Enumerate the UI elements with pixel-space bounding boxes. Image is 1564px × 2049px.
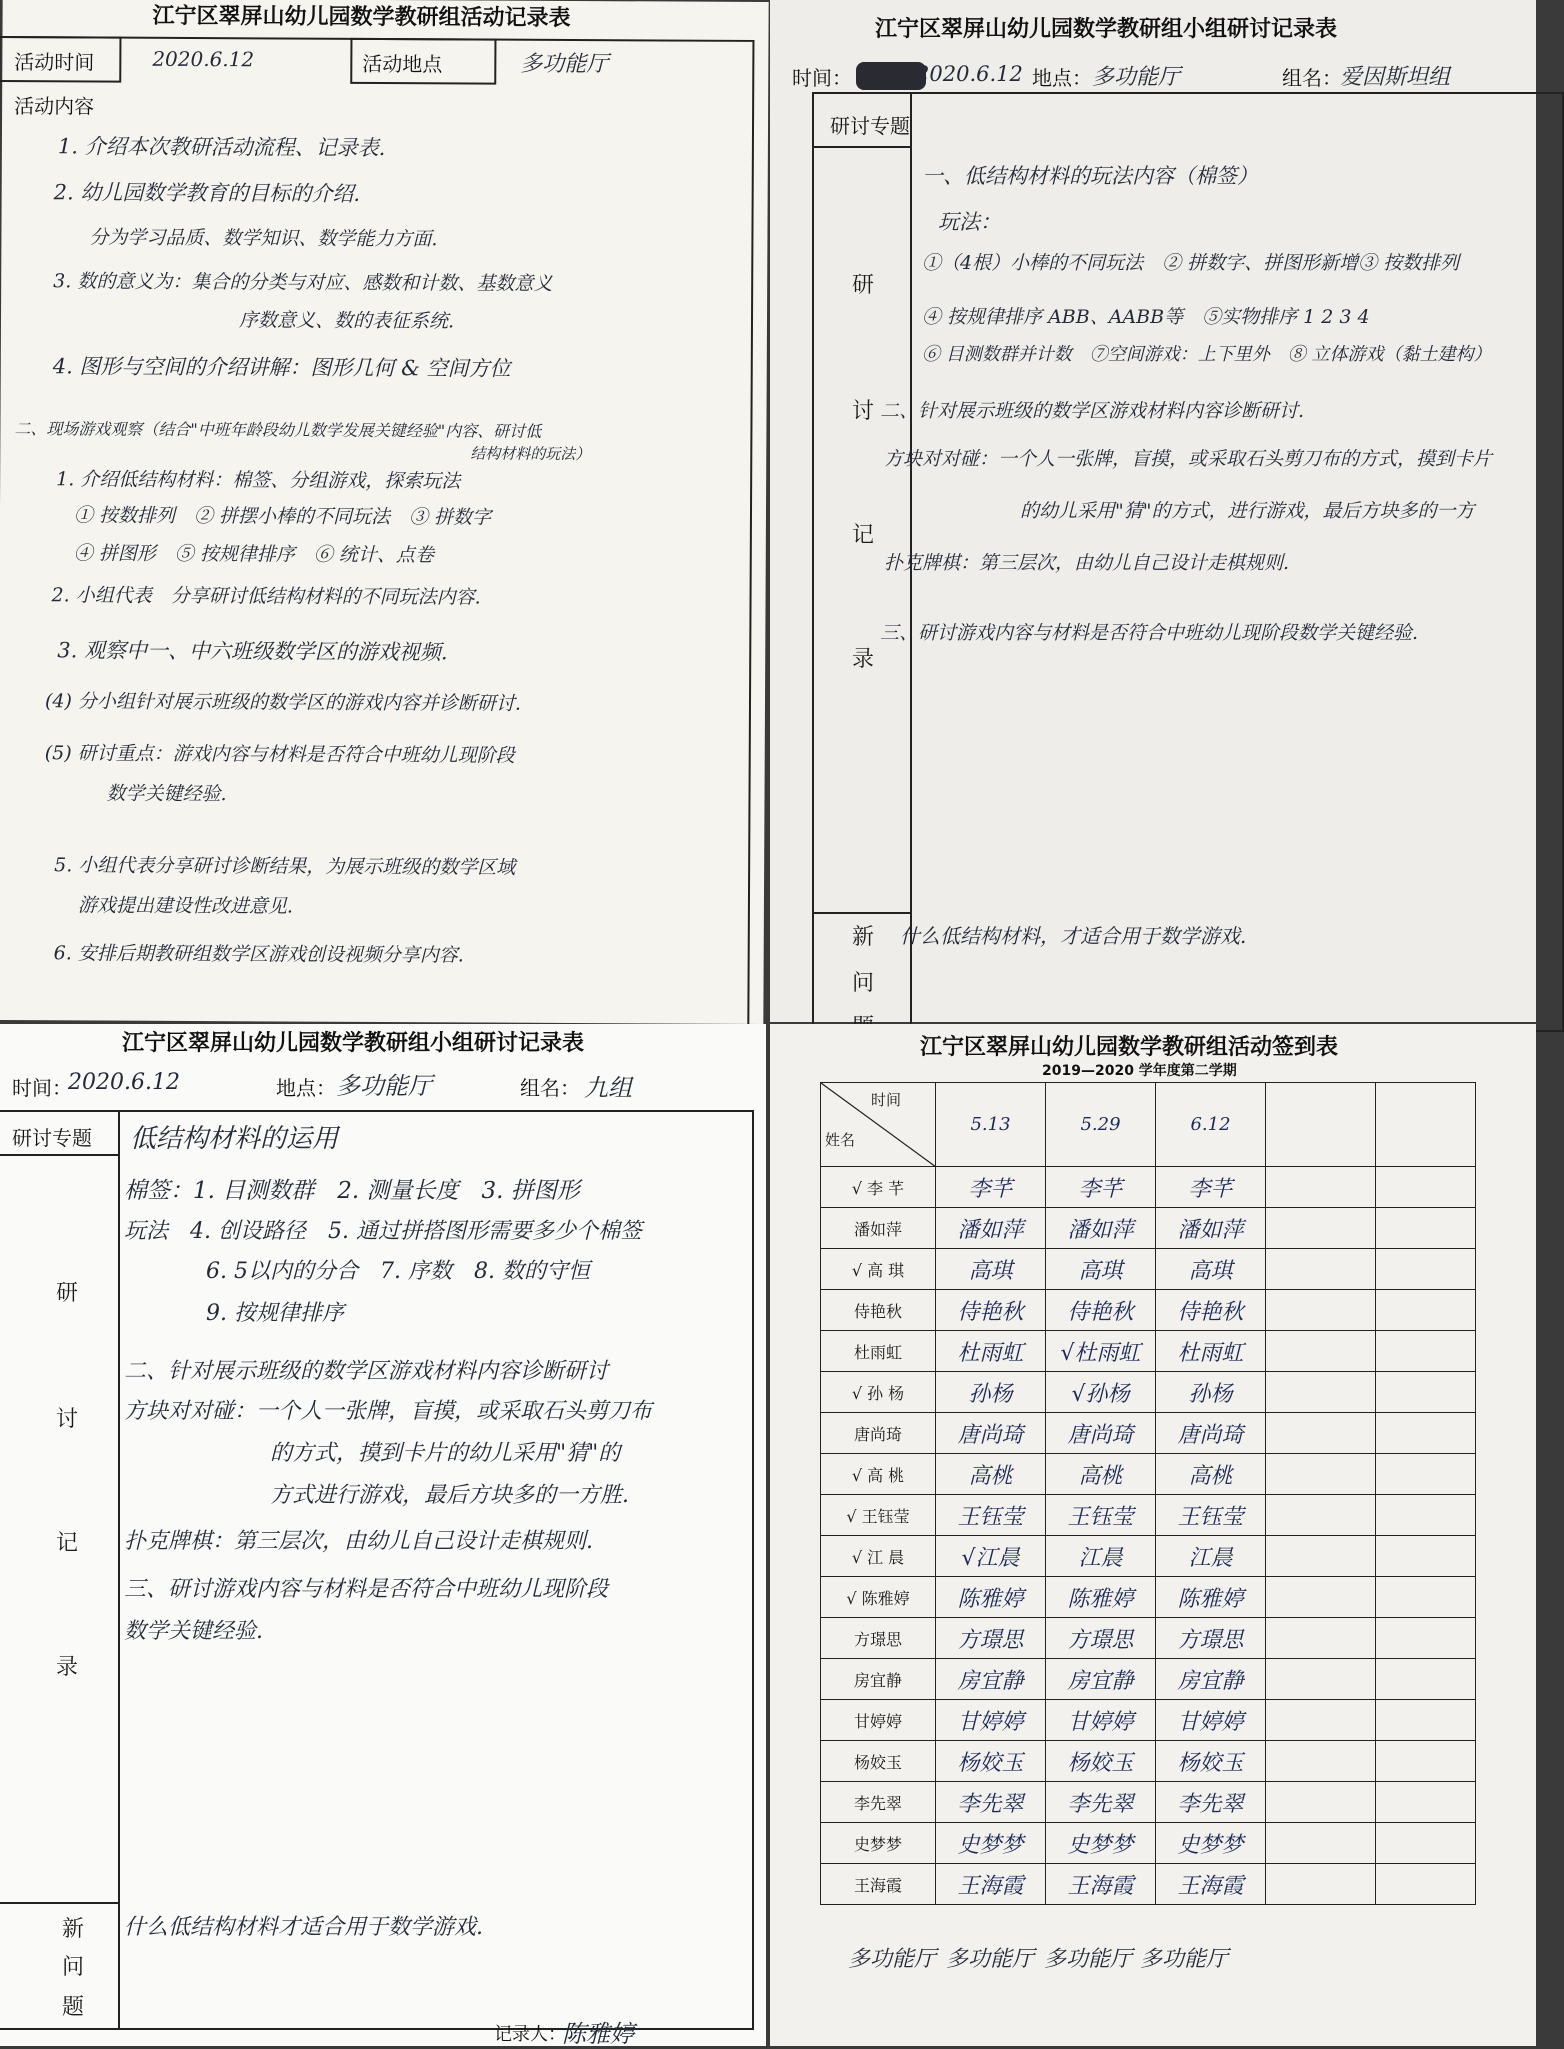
signature: 甘婷婷 — [1156, 1700, 1266, 1741]
empty-date-header — [1266, 1083, 1376, 1167]
signature: 高桃 — [1046, 1454, 1156, 1495]
empty-cell — [1376, 1249, 1476, 1290]
member-name: √ 高 琪 — [821, 1249, 936, 1290]
signature: 王钰莹 — [1156, 1495, 1266, 1536]
place-label: 地点： — [1032, 66, 1092, 90]
sign-in-row — [821, 1741, 1476, 1782]
empty-cell — [1266, 1413, 1376, 1454]
empty-date-header — [1376, 1083, 1476, 1167]
time-label: 活动时间 — [14, 50, 95, 75]
signature: 李芊 — [936, 1167, 1046, 1208]
record-label-char: 讨 — [852, 399, 875, 424]
record-label-char: 讨 — [56, 1407, 79, 1432]
empty-cell — [1266, 1167, 1376, 1208]
signature: 高琪 — [1156, 1249, 1266, 1290]
header-name-label: 姓名 — [825, 1131, 856, 1149]
empty-cell — [1376, 1454, 1476, 1495]
new-question-value: 什么低结构材料才适合用于数学游戏. — [124, 1915, 483, 1940]
empty-cell — [1376, 1659, 1476, 1700]
content-line: 3. 观察中一、中六班级数学区的游戏视频. — [57, 638, 448, 665]
sign-in-row — [821, 1167, 1476, 1208]
signature: 陈雅婷 — [936, 1577, 1046, 1618]
signature: 杜雨虹 — [1156, 1331, 1266, 1372]
recorder-value: 陈雅婷 — [562, 2020, 634, 2048]
empty-cell — [1266, 1618, 1376, 1659]
record-line: 棉签：1. 目测数群 2. 测量长度 3. 拼图形 — [124, 1178, 580, 1204]
record-line: 数学关键经验. — [124, 1619, 263, 1644]
record-label-char: 录 — [56, 1655, 79, 1680]
signature: 唐尚琦 — [1046, 1413, 1156, 1454]
signature: 孙杨 — [1156, 1372, 1266, 1413]
time-value: 2020.6.12 — [68, 1070, 180, 1095]
empty-cell — [1376, 1741, 1476, 1782]
empty-cell — [1266, 1782, 1376, 1823]
place-value: 多功能厅 — [1092, 65, 1181, 90]
record-line: 方块对对碰：一个人一张牌，盲摸，或采取石头剪刀布的方式，摸到卡片 — [884, 448, 1493, 470]
content-line: ④ 拼图形 ⑤ 按规律排序 ⑥ 统计、点卷 — [73, 542, 434, 567]
member-name: 史梦梦 — [821, 1823, 936, 1864]
footer-place: 多功能厅 — [848, 1947, 937, 1972]
time-value: 2020.6.12 — [152, 46, 255, 72]
sign-in-row — [821, 1659, 1476, 1700]
new-question-label-char: 题 — [62, 1995, 85, 2020]
member-name: 方璟思 — [821, 1618, 936, 1659]
place-value: 多功能厅 — [336, 1072, 432, 1100]
sign-in-sheet-photo — [770, 1024, 1536, 2046]
empty-cell — [1266, 1208, 1376, 1249]
record-line: 三、研讨游戏内容与材料是否符合中班幼儿现阶段数学关键经验. — [880, 622, 1419, 644]
empty-cell — [1266, 1864, 1376, 1905]
signature: 唐尚琦 — [936, 1413, 1046, 1454]
group-value: 九组 — [584, 1074, 632, 1102]
signature: 房宜静 — [1046, 1659, 1156, 1700]
signature: 甘婷婷 — [936, 1700, 1046, 1741]
sign-in-row — [821, 1454, 1476, 1495]
signature: 侍艳秋 — [1156, 1290, 1266, 1331]
signature: 陈雅婷 — [1046, 1577, 1156, 1618]
activity-record-photo — [0, 0, 769, 1024]
empty-cell — [1266, 1659, 1376, 1700]
signature: 高琪 — [936, 1249, 1046, 1290]
signature: 陈雅婷 — [1156, 1577, 1266, 1618]
member-name: √ 江 晨 — [821, 1536, 936, 1577]
page-subtitle: 2019—2020 学年度第二学期 — [1042, 1063, 1237, 1079]
place-label: 地点： — [276, 1076, 336, 1100]
member-name: 李先翠 — [821, 1782, 936, 1823]
record-line: 6. 5以内的分合 7. 序数 8. 数的守恒 — [206, 1259, 590, 1284]
signature: 方璟思 — [1156, 1618, 1266, 1659]
time-label: 时间： — [792, 66, 852, 90]
time-value: 2020.6.12 — [916, 62, 1023, 86]
empty-cell — [1266, 1577, 1376, 1618]
empty-cell — [1376, 1167, 1476, 1208]
record-label-char: 记 — [56, 1531, 79, 1556]
topic-label: 研讨专题 — [830, 114, 910, 138]
empty-cell — [1376, 1290, 1476, 1331]
record-line: 玩法 4. 创设路径 5. 通过拼搭图形需要多少个棉签 — [124, 1219, 642, 1244]
signature: 房宜静 — [936, 1659, 1046, 1700]
signature: 王海霞 — [1156, 1864, 1266, 1905]
content-line: 3. 数的意义为：集合的分类与对应、感数和计数、基数意义 — [53, 270, 553, 295]
content-line: 5. 小组代表分享研讨诊断结果，为展示班级的数学区域 — [54, 854, 516, 879]
record-line: 二、针对展示班级的数学区游戏材料内容诊断研讨. — [880, 400, 1305, 422]
empty-cell — [1376, 1495, 1476, 1536]
empty-cell — [1376, 1331, 1476, 1372]
new-question-value: 什么低结构材料，才适合用于数学游戏. — [900, 924, 1247, 948]
signature: 唐尚琦 — [1156, 1413, 1266, 1454]
content-line: (4) 分小组针对展示班级的数学区的游戏内容并诊断研讨. — [44, 690, 522, 715]
signature: 潘如萍 — [1046, 1208, 1156, 1249]
group-label: 组名： — [520, 1076, 580, 1100]
empty-cell — [1376, 1413, 1476, 1454]
signature: 甘婷婷 — [1046, 1700, 1156, 1741]
signature: 李先翠 — [936, 1782, 1046, 1823]
member-name: √ 孙 杨 — [821, 1372, 936, 1413]
empty-cell — [1266, 1536, 1376, 1577]
topic-value: 低结构材料的运用 — [130, 1124, 339, 1154]
sign-in-row — [821, 1249, 1476, 1290]
member-name: 王海霞 — [821, 1864, 936, 1905]
record-line: 扑克牌棋：第三层次，由幼儿自己设计走棋规则. — [884, 552, 1290, 574]
member-name: 侍艳秋 — [821, 1290, 936, 1331]
empty-cell — [1266, 1249, 1376, 1290]
record-label-char: 录 — [852, 647, 875, 672]
content-line: 1. 介绍本次教研活动流程、记录表. — [57, 134, 386, 161]
record-line: 9. 按规律排序 — [206, 1301, 344, 1326]
group-value: 爱因斯坦组 — [1340, 65, 1451, 90]
content-line: 序数意义、数的表征系统. — [238, 309, 455, 333]
member-name: 潘如萍 — [821, 1208, 936, 1249]
record-line: 扑克牌棋：第三层次，由幼儿自己设计走棋规则. — [124, 1529, 593, 1554]
signature: 高桃 — [1156, 1454, 1266, 1495]
member-name: 杜雨虹 — [821, 1331, 936, 1372]
content-line: 6. 安排后期教研组数学区游戏创设视频分享内容. — [53, 942, 464, 967]
header-time-label: 时间 — [871, 1091, 902, 1109]
signature: 房宜静 — [1156, 1659, 1266, 1700]
content-line: 游戏提出建设性改进意见. — [77, 894, 294, 918]
signature: √孙杨 — [1046, 1372, 1156, 1413]
content-line: 数学关键经验. — [106, 782, 227, 806]
sign-in-row — [821, 1864, 1476, 1905]
page-title: 江宁区翠屏山幼儿园数学教研组小组研讨记录表 — [875, 17, 1338, 42]
content-line: 2. 幼儿园数学教育的目标的介绍. — [53, 180, 361, 206]
page-title: 江宁区翠屏山幼儿园数学教研组小组研讨记录表 — [122, 1031, 585, 1056]
sign-in-row — [821, 1577, 1476, 1618]
header-row — [821, 1083, 1476, 1167]
signature: 王海霞 — [936, 1864, 1046, 1905]
empty-cell — [1376, 1372, 1476, 1413]
content-line: 4. 图形与空间的介绍讲解：图形几何 & 空间方位 — [52, 354, 511, 381]
record-line: 二、针对展示班级的数学区游戏材料内容诊断研讨 — [124, 1359, 609, 1384]
content-line: ① 按数排列 ② 拼摆小棒的不同玩法 ③ 拼数字 — [73, 504, 492, 529]
sign-in-row — [821, 1495, 1476, 1536]
signature: 王钰莹 — [1046, 1495, 1156, 1536]
record-line: 方式进行游戏，最后方块多的一方胜. — [270, 1483, 629, 1508]
new-question-label-cell — [0, 1902, 120, 2030]
time-label: 时间： — [12, 1076, 72, 1100]
member-name: √ 陈雅婷 — [821, 1577, 936, 1618]
signature: 江晨 — [1046, 1536, 1156, 1577]
signature: 杨姣玉 — [936, 1741, 1046, 1782]
sign-in-row — [821, 1331, 1476, 1372]
signature: 李先翠 — [1046, 1782, 1156, 1823]
empty-cell — [1376, 1782, 1476, 1823]
empty-cell — [1266, 1495, 1376, 1536]
sign-in-row — [821, 1618, 1476, 1659]
signature: 史梦梦 — [1156, 1823, 1266, 1864]
new-question-label-char: 问 — [62, 1955, 85, 1980]
date-header: 6.12 — [1156, 1083, 1266, 1167]
footer-place: 多功能厅 — [1044, 1947, 1133, 1972]
record-line: 一、低结构材料的玩法内容（棉签） — [922, 164, 1258, 188]
empty-cell — [1376, 1208, 1476, 1249]
footer-place: 多功能厅 — [946, 1947, 1035, 1972]
sign-in-row — [821, 1823, 1476, 1864]
new-question-label-char: 新 — [62, 1917, 85, 1942]
member-name: √ 高 桃 — [821, 1454, 936, 1495]
signature: 史梦梦 — [936, 1823, 1046, 1864]
content-line: 结构材料的玩法） — [470, 444, 591, 464]
empty-cell — [1376, 1700, 1476, 1741]
empty-cell — [1266, 1290, 1376, 1331]
group-nine-record-photo — [0, 1024, 766, 2046]
record-label-char: 研 — [56, 1281, 79, 1306]
empty-cell — [1376, 1618, 1476, 1659]
signature: 方璟思 — [936, 1618, 1046, 1659]
sign-in-row — [821, 1782, 1476, 1823]
sign-in-row — [821, 1413, 1476, 1454]
member-name: 房宜静 — [821, 1659, 936, 1700]
record-line: ①（4根）小棒的不同玩法 ② 拼数字、拼图形新增③ 按数排列 — [922, 252, 1460, 274]
signature: 史梦梦 — [1046, 1823, 1156, 1864]
header-cell — [821, 1083, 936, 1167]
sign-in-row — [821, 1700, 1476, 1741]
record-line: 的方式，摸到卡片的幼儿采用"猜"的 — [270, 1441, 621, 1466]
page-title: 江宁区翠屏山幼儿园数学教研组活动记录表 — [152, 3, 571, 31]
signature: 方璟思 — [1046, 1618, 1156, 1659]
place-label: 活动地点 — [362, 51, 443, 77]
signature: √江晨 — [936, 1536, 1046, 1577]
record-line: 的幼儿采用"猜"的方式，进行游戏，最后方块多的一方 — [1020, 500, 1475, 522]
empty-cell — [1266, 1700, 1376, 1741]
sign-in-row — [821, 1536, 1476, 1577]
recorder-label: 记录人： — [494, 2024, 566, 2045]
empty-cell — [1376, 1823, 1476, 1864]
sign-in-rows — [821, 1167, 1476, 1905]
sign-in-row — [821, 1372, 1476, 1413]
sign-in-table — [820, 1082, 1476, 1905]
date-header: 5.29 — [1046, 1083, 1156, 1167]
empty-cell — [1376, 1536, 1476, 1577]
empty-cell — [1266, 1823, 1376, 1864]
record-line: 方块对对碰：一个人一张牌，盲摸，或采取石头剪刀布 — [124, 1399, 653, 1424]
place-value: 多功能厅 — [520, 51, 609, 78]
empty-cell — [1266, 1331, 1376, 1372]
record-line: 玩法： — [938, 210, 1001, 234]
empty-cell — [1376, 1577, 1476, 1618]
signature: 李芊 — [1156, 1167, 1266, 1208]
group-discussion-photo — [770, 0, 1536, 1022]
signature: 潘如萍 — [936, 1208, 1046, 1249]
content-line: 2. 小组代表 分享研讨低结构材料的不同玩法内容. — [51, 584, 481, 609]
empty-cell — [1266, 1372, 1376, 1413]
member-name: 唐尚琦 — [821, 1413, 936, 1454]
new-question-label-char: 新 — [852, 925, 875, 950]
signature: 孙杨 — [936, 1372, 1046, 1413]
date-header: 5.13 — [936, 1083, 1046, 1167]
empty-cell — [1266, 1741, 1376, 1782]
signature: 杨姣玉 — [1156, 1741, 1266, 1782]
record-line: ④ 按规律排序 ABB、AABB等 ⑤实物排序 1 2 3 4 — [922, 306, 1370, 328]
signature: 杨姣玉 — [1046, 1741, 1156, 1782]
footer-place: 多功能厅 — [1140, 1947, 1229, 1972]
record-line: 三、研讨游戏内容与材料是否符合中班幼儿现阶段 — [124, 1577, 609, 1602]
content-line: (5) 研讨重点：游戏内容与材料是否符合中班幼儿现阶段 — [44, 742, 515, 767]
content-label: 活动内容 — [14, 94, 95, 119]
signature: 高桃 — [936, 1454, 1046, 1495]
member-name: 甘婷婷 — [821, 1700, 936, 1741]
new-question-label-char: 问 — [852, 971, 875, 996]
signature: 侍艳秋 — [936, 1290, 1046, 1331]
page-title: 江宁区翠屏山幼儿园数学教研组活动签到表 — [920, 1035, 1339, 1060]
record-line: ⑥ 目测数群并计数 ⑦空间游戏：上下里外 ⑧ 立体游戏（黏土建构） — [922, 344, 1492, 365]
record-label-char: 记 — [852, 523, 875, 548]
topic-label: 研讨专题 — [12, 1126, 92, 1150]
content-line: 1. 介绍低结构材料：棉签、分组游戏，探索玩法 — [56, 468, 461, 493]
signature: 侍艳秋 — [1046, 1290, 1156, 1331]
empty-cell — [1376, 1864, 1476, 1905]
signature: 杜雨虹 — [936, 1331, 1046, 1372]
signature: 江晨 — [1156, 1536, 1266, 1577]
signature: 王海霞 — [1046, 1864, 1156, 1905]
content-line: 二、现场游戏观察（结合"中班年龄段幼儿数学发展关键经验"内容、研讨低 — [14, 419, 542, 441]
group-label: 组名： — [1282, 66, 1342, 90]
record-label-char: 研 — [852, 273, 875, 298]
sign-in-row — [821, 1208, 1476, 1249]
member-name: 杨姣玉 — [821, 1741, 936, 1782]
signature: 李芊 — [1046, 1167, 1156, 1208]
sign-in-row — [821, 1290, 1476, 1331]
signature: √杜雨虹 — [1046, 1331, 1156, 1372]
signature: 李先翠 — [1156, 1782, 1266, 1823]
signature: 高琪 — [1046, 1249, 1156, 1290]
member-name: √ 王钰莹 — [821, 1495, 936, 1536]
signature: 王钰莹 — [936, 1495, 1046, 1536]
content-line: 分为学习品质、数学知识、数学能力方面. — [89, 226, 438, 251]
member-name: √ 李 芊 — [821, 1167, 936, 1208]
signature: 潘如萍 — [1156, 1208, 1266, 1249]
empty-cell — [1266, 1454, 1376, 1495]
